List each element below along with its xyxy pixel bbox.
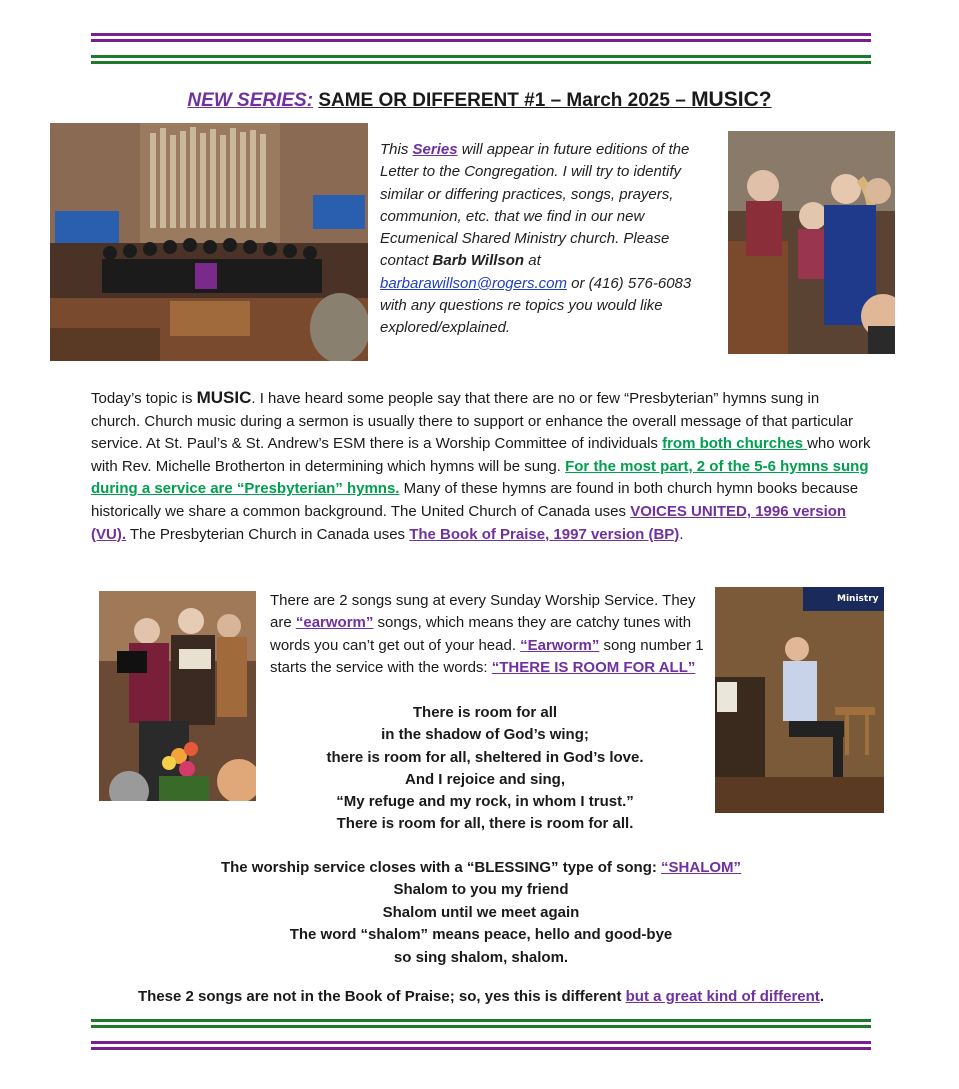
lyric-line: “My refuge and my rock, in whom I trust.” (336, 793, 634, 811)
intro-paragraph: This Series will appear in future editions of the Letter to the Congregation. I will try to identify similar or differing practices, songs, prayers, communion, etc. that we find in our new Ecumenical Shared Ministry church. Please contact Barb Willson at barbarawillson@rogers.com or (416) 576-6083 with any questions re topics you would like explored/explained. (380, 141, 692, 337)
lyric-line: so sing shalom, shalom. (393, 948, 569, 966)
music-heading: MUSIC (196, 388, 252, 407)
room-for-all-link[interactable]: “THERE IS ROOM FOR ALL” (491, 659, 696, 677)
lyric-line: And I rejoice and sing, (404, 770, 566, 788)
screen-label: Ministry (837, 594, 879, 604)
email-link[interactable]: barbarawillson@rogers.com (380, 274, 567, 292)
choir-organ-photo (50, 123, 368, 361)
top-rule-purple (91, 33, 871, 42)
organist-photo (715, 587, 884, 813)
singers-photo (99, 591, 256, 801)
music-topic-paragraph: Today’s topic is MUSIC. I have heard some people say that there are no or few “Presbyterian” hymns sung in church. Church music during a sermon is usually there to support or enhance the overall message of that particular service. At St. Paul’s & St. Andrew’s ESM there is a Worship Committee of individuals from both churches who work with Rev. Michelle Brotherton in determining which hymns will be sung. For the most part, 2 of the 5-6 hymns sung during a service are “Presbyterian” hymns. Many of these hymns are found in both church hymn books because historically we share a common background. The United Church of Canada uses VOICES UNITED, 1996 version (VU). The Presbyterian Church in Canada uses The Book of Praise, 1997 version (BP). (91, 388, 871, 543)
lyric-line: there is room for all, sheltered in God’s love. (326, 748, 644, 766)
page-title (0, 88, 959, 112)
series-label: NEW SERIES: (187, 90, 314, 111)
hymns-fact-link[interactable]: For the most part, 2 of the 5-6 hymns sung during a service are “Presbyterian” hymns. (91, 457, 869, 498)
voices-united-link[interactable]: VOICES UNITED, 1996 version (VU). (91, 502, 847, 543)
pianist-photo (728, 131, 895, 354)
contact-name: Barb Willson (432, 252, 525, 270)
room-for-all-lyrics (270, 702, 700, 836)
book-of-praise-link[interactable]: The Book of Praise, 1997 version (BP) (409, 525, 680, 543)
lyric-line: in the shadow of God’s wing; (381, 726, 589, 744)
great-kind-link[interactable]: but a great kind of different (625, 988, 820, 1005)
bottom-rule-green (91, 1019, 871, 1028)
earworm-song-link[interactable]: “Earworm” (520, 636, 600, 654)
lyric-line: There is room for all (412, 704, 558, 721)
earworm-link[interactable]: “earworm” (295, 614, 374, 632)
closing-intro: The worship service closes with a “BLESSING” type of song: “SHALOM” (220, 859, 742, 876)
lyric-line: The word “shalom” means peace, hello and good-bye (289, 926, 673, 944)
final-statement: These 2 songs are not in the Book of Praise; so, yes this is different but a great kind of different. (138, 988, 824, 1005)
songs-intro-paragraph: There are 2 songs sung at every Sunday Worship Service. They are “earworm” songs, which means they are catchy tunes with words you can’t get out of your head. “Earworm” song number 1 starts the service with the words: “THERE IS ROOM FOR ALL” (270, 592, 704, 677)
series-link[interactable]: Series (412, 141, 458, 158)
title-text: SAME OR DIFFERENT #1 – March 2025 – MUSIC? (318, 88, 772, 111)
closing-section (91, 857, 871, 969)
top-rule-green (91, 55, 871, 64)
lyric-line: Shalom to you my friend (393, 881, 569, 899)
bottom-rule-purple (91, 1041, 871, 1050)
lyric-line: Shalom until we meet again (382, 903, 580, 921)
both-churches-link[interactable]: from both churches (662, 435, 808, 453)
lyric-line: There is room for all, there is room for all. (336, 815, 634, 833)
shalom-link[interactable]: “SHALOM” (661, 859, 742, 876)
